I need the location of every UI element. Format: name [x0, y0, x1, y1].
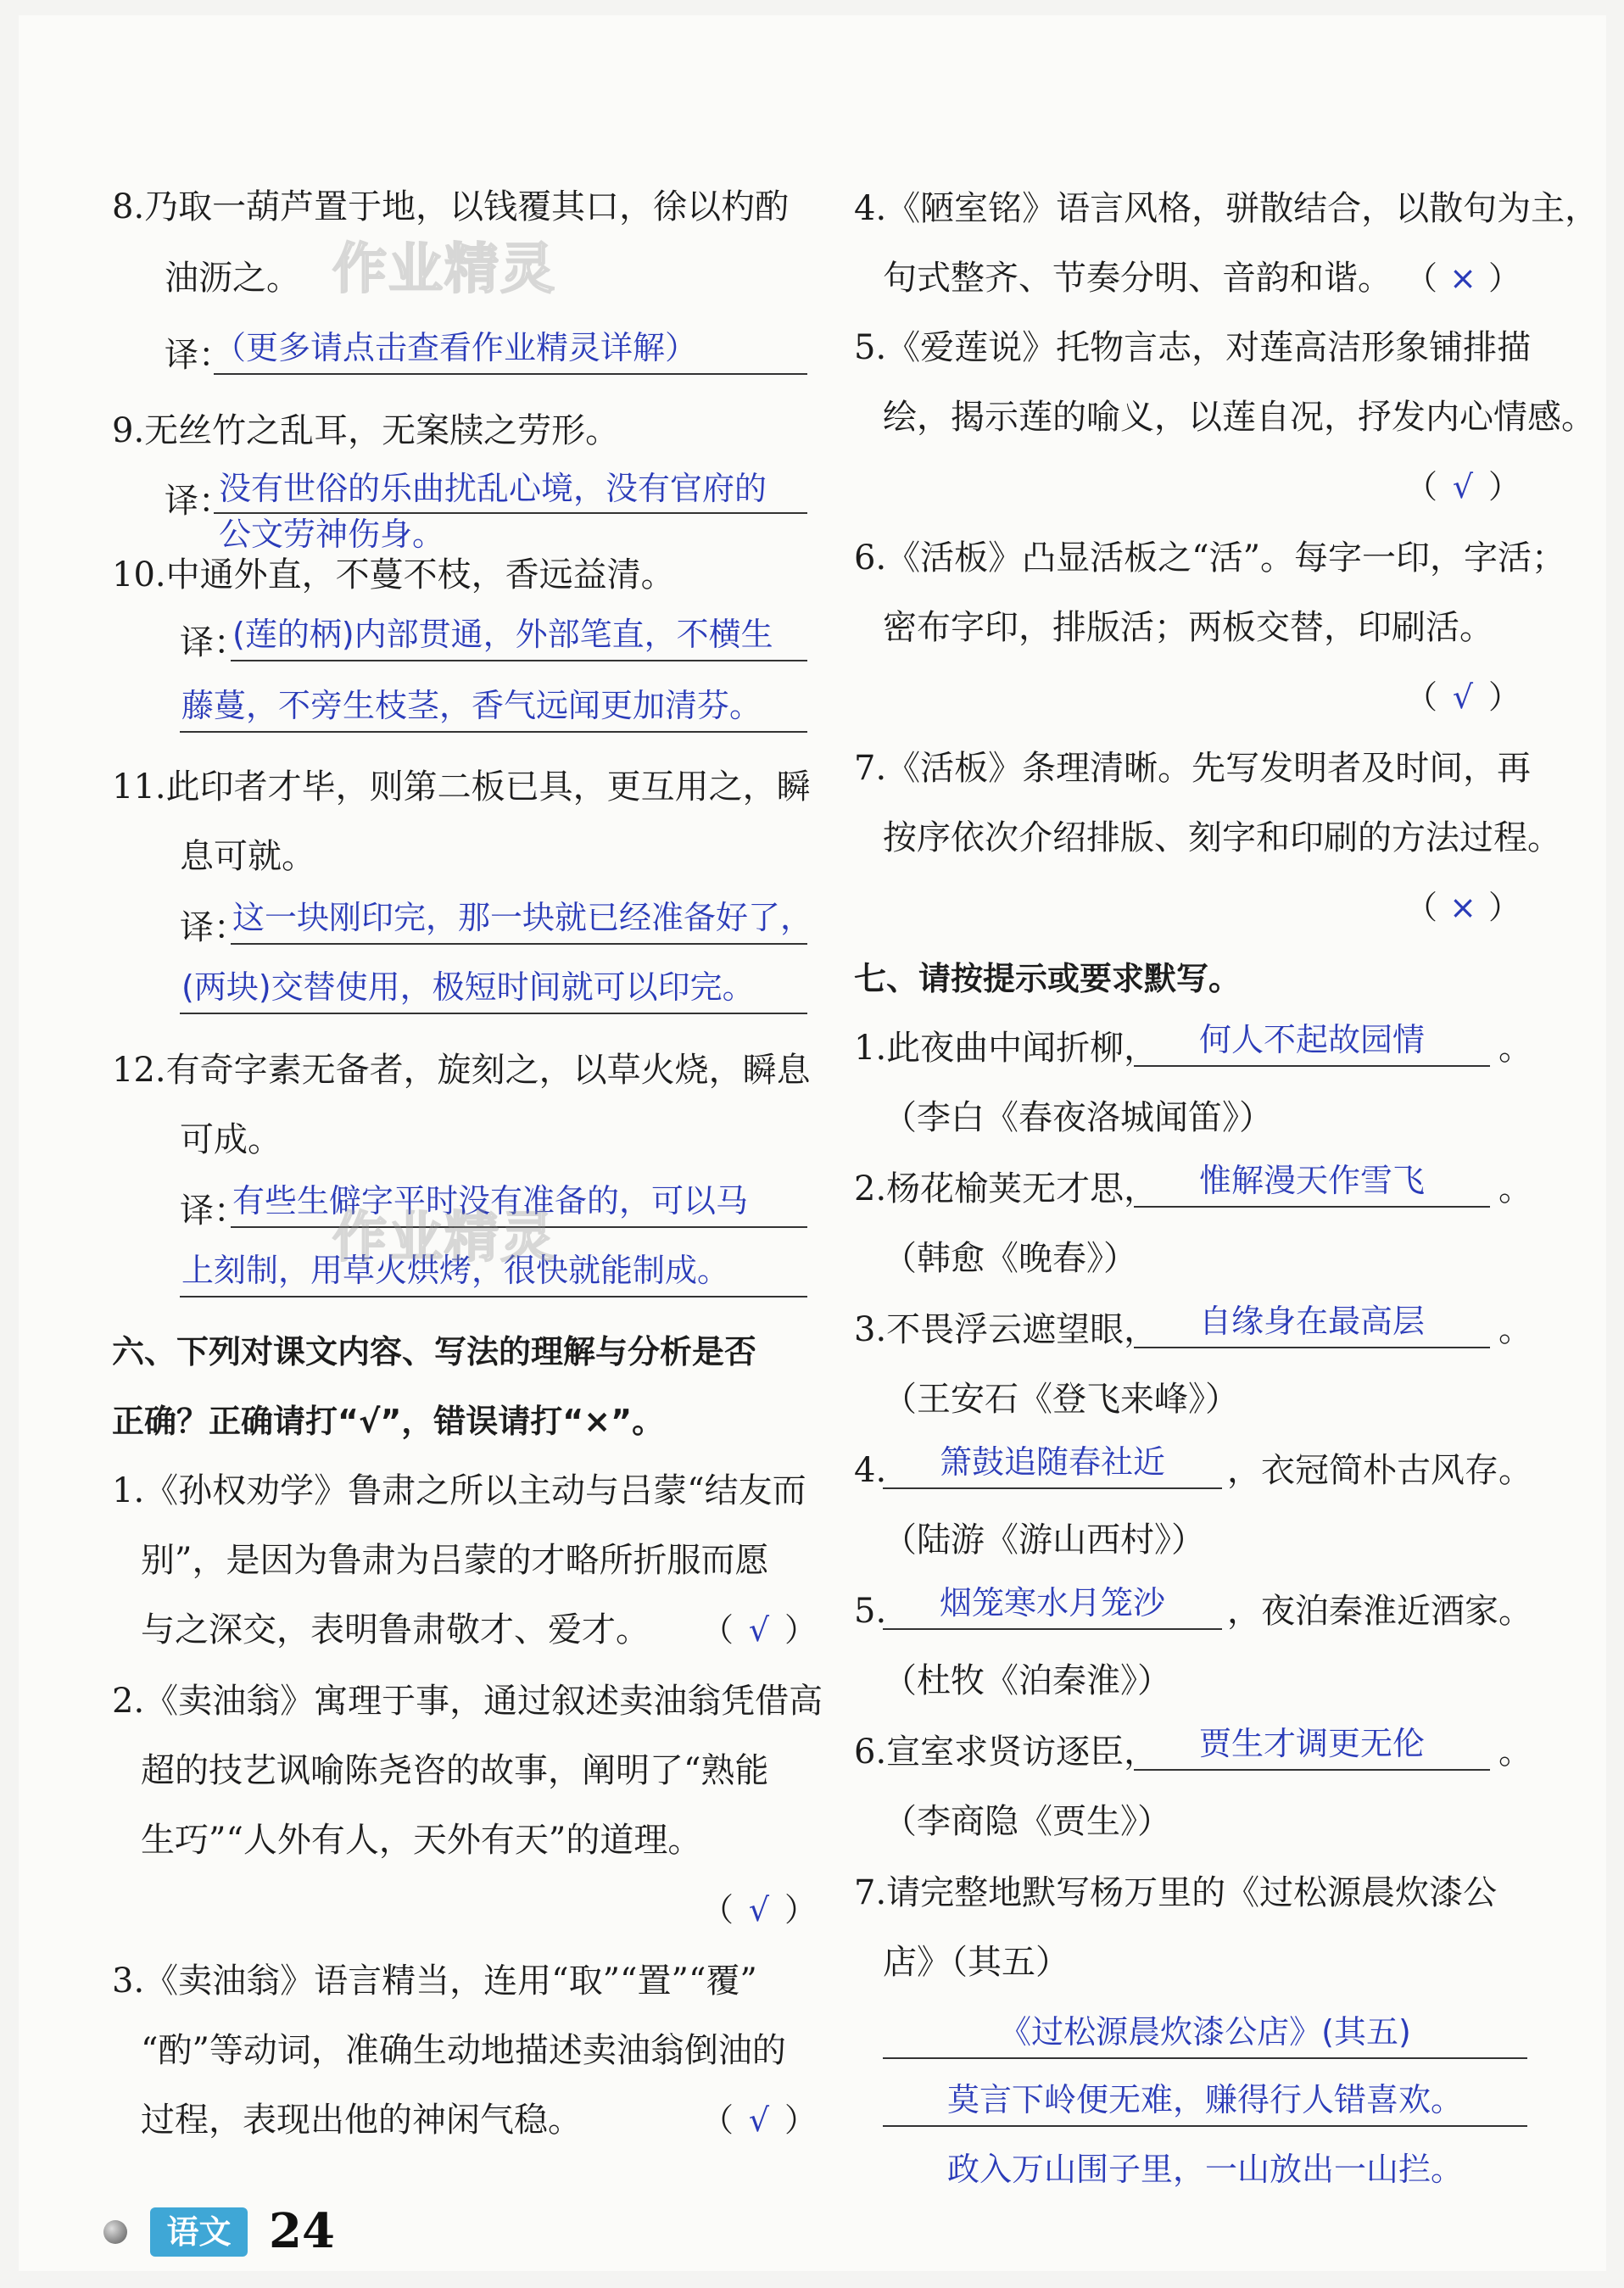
poem-line2: 政入万山围子里，一山放出一山拦。: [946, 2151, 1463, 2188]
q9-answer1: 没有世俗的乐曲扰乱心境，没有官府的: [219, 470, 767, 507]
j7-line2: 按序依次介绍排版、刻字和印刷的方法过程。: [883, 818, 1561, 857]
q10-line1: 10.中通外直，不蔓不枝，香远益清。: [112, 555, 675, 594]
poem-underline1: [883, 2057, 1527, 2059]
m6-answer: 贾生才调更无伦: [1198, 1725, 1425, 1762]
j6-mark: （ √ ）: [1405, 678, 1521, 716]
m1-prefix: 1.此夜曲中闻折柳，: [854, 1029, 1158, 1068]
m2-source: （韩愈《晚春》）: [883, 1239, 1137, 1278]
j4-mark: （ × ）: [1405, 259, 1521, 297]
m4-underline: [883, 1487, 1222, 1489]
q12-answer1: 有些生僻字平时没有准备的，可以马: [232, 1182, 749, 1219]
subject-badge: 语文: [150, 2207, 248, 2257]
q9-line1: 9.无丝竹之乱耳，无案牍之劳形。: [112, 411, 620, 450]
page-number: 24: [269, 2203, 335, 2259]
j6-line1: 6.《活板》凸显活板之“活”。每字一印，字活；: [854, 539, 1566, 578]
j6-line2: 密布字印，排版活；两板交替，印刷活。: [883, 608, 1493, 647]
m4-source: （陆游《游山西村》）: [883, 1521, 1205, 1560]
q10-answer2: 藤蔓，不旁生枝茎，香气远闻更加清芬。: [181, 687, 762, 724]
j1-line3: 与之深交，表明鲁肃敬才、爱才。: [141, 1610, 650, 1649]
q9-label: 译：: [165, 482, 232, 521]
m6-prefix: 6.宣室求贤访逐臣，: [854, 1733, 1158, 1772]
m3-prefix: 3.不畏浮云遮望眼，: [854, 1310, 1158, 1349]
q12-underline2: [180, 1296, 807, 1297]
m5-suffix: ，夜泊秦淮近酒家。: [1227, 1592, 1532, 1631]
q9-answer2: 公文劳神伤身。: [219, 516, 445, 553]
j7-mark: （ × ）: [1405, 889, 1521, 926]
j3-line3: 过程，表现出他的神闲气稳。: [141, 2101, 582, 2140]
j1-line2: 别”，是因为鲁肃为吕蒙的才略所折服而愿: [141, 1541, 769, 1580]
m3-suffix: 。: [1498, 1310, 1532, 1349]
q8-line2: 油沥之。: [165, 259, 300, 298]
poem-title: 《过松源晨炊漆公店》(其五): [999, 2013, 1411, 2051]
m1-source: （李白《春夜洛城闻笛》）: [883, 1098, 1273, 1137]
q8-line1: 8.乃取一葫芦置于地，以钱覆其口，徐以杓酌: [112, 187, 790, 226]
q11-underline2: [180, 1013, 807, 1014]
q11-line1: 11.此印者才毕，则第二板已具，更互用之，瞬: [112, 767, 811, 806]
q11-answer1: 这一块刚印完，那一块就已经准备好了，: [232, 899, 813, 936]
m5-prefix: 5.: [854, 1592, 887, 1631]
m3-source: （王安石《登飞来峰》）: [883, 1380, 1239, 1419]
section6-heading-line2: 正确？正确请打“√”，错误请打“×”。: [112, 1403, 665, 1440]
m1-underline: [1134, 1065, 1490, 1067]
poem-underline2: [883, 2125, 1527, 2127]
m2-suffix: 。: [1498, 1169, 1532, 1208]
section6-heading-line1: 六、下列对课文内容、写法的理解与分析是否: [112, 1333, 757, 1370]
m1-suffix: 。: [1498, 1029, 1532, 1068]
j1-line1: 1.《孙权劝学》鲁肃之所以主动与吕蒙“结友而: [112, 1471, 806, 1510]
q12-line1: 12.有奇字素无备者，旋刻之，以草火烧，瞬息: [112, 1051, 811, 1090]
q11-line2: 息可就。: [180, 837, 315, 876]
watermark: 作业精灵: [332, 238, 556, 301]
m2-prefix: 2.杨花榆荚无才思，: [854, 1169, 1158, 1208]
j7-line1: 7.《活板》条理清晰。先写发明者及时间，再: [854, 749, 1532, 788]
q8-answer: （更多请点击查看作业精灵详解）: [214, 329, 698, 366]
j5-mark: （ √ ）: [1405, 468, 1521, 505]
j3-line1: 3.《卖油翁》语言精当，连用“取”“置”“覆”: [112, 1962, 757, 2001]
j4-line2: 句式整齐、节奏分明、音韵和谐。: [883, 259, 1392, 298]
j2-mark: （ √ ）: [701, 1891, 818, 1928]
section7-heading: 七、请按提示或要求默写。: [854, 960, 1242, 997]
poem-line1: 莫言下岭便无难，赚得行人错喜欢。: [946, 2081, 1463, 2118]
watermark: 作业精灵: [332, 1207, 556, 1270]
m5-source: （杜牧《泊秦淮》）: [883, 1661, 1171, 1700]
m6-underline: [1134, 1769, 1490, 1771]
q12-answer2: 上刻制，用草火烘烤，很快就能制成。: [181, 1252, 730, 1289]
workbook-page: [19, 15, 1606, 2271]
m2-answer: 惟解漫天作雪飞: [1198, 1162, 1425, 1199]
j1-mark: （ √ ）: [701, 1611, 818, 1649]
m2-underline: [1134, 1206, 1490, 1208]
m3-underline: [1134, 1347, 1490, 1348]
j5-line1: 5.《爱莲说》托物言志，对莲高洁形象铺排描: [854, 328, 1532, 367]
q10-underline2: [180, 731, 807, 733]
q12-label: 译：: [180, 1191, 248, 1230]
m1-answer: 何人不起故园情: [1198, 1021, 1425, 1058]
m4-answer: 箫鼓追随春社近: [939, 1443, 1165, 1481]
q11-label: 译：: [180, 908, 248, 947]
m6-source: （李商隐《贾生》）: [883, 1802, 1171, 1841]
m3-answer: 自缘身在最高层: [1198, 1303, 1425, 1340]
q10-label: 译：: [180, 623, 248, 662]
j3-mark: （ √ ）: [701, 2101, 818, 2139]
m5-underline: [883, 1628, 1222, 1630]
q11-answer2: (两块)交替使用，极短时间就可以印完。: [181, 968, 755, 1006]
j2-line3: 生巧”“人外有人，天外有天”的道理。: [141, 1821, 702, 1860]
m7-line1: 7.请完整地默写杨万里的《过松源晨炊漆公: [854, 1873, 1498, 1912]
j2-line2: 超的技艺讽喻陈尧咨的故事，阐明了“熟能: [141, 1751, 769, 1790]
m4-prefix: 4.: [854, 1451, 887, 1490]
m4-suffix: ，衣冠简朴古风存。: [1227, 1451, 1532, 1490]
j3-line2: “酌”等动词，准确生动地描述卖油翁倒油的: [141, 2031, 786, 2070]
j5-line2: 绘，揭示莲的喻义，以莲自况，抒发内心情感。: [883, 398, 1595, 437]
q8-underline: [214, 373, 807, 375]
q10-underline1: [231, 660, 807, 661]
j4-line1: 4.《陋室铭》语言风格，骈散结合，以散句为主，: [854, 189, 1599, 228]
q8-label: 译：: [165, 336, 232, 375]
m6-suffix: 。: [1498, 1733, 1532, 1772]
m7-line2: 店》（其五）: [883, 1943, 1069, 1982]
page-bullet-icon: [103, 2220, 127, 2244]
j2-line1: 2.《卖油翁》寓理于事，通过叙述卖油翁凭借高: [112, 1682, 823, 1721]
q10-answer1: (莲的柄)内部贯通，外部笔直，不横生: [232, 616, 773, 653]
q12-line2: 可成。: [180, 1120, 282, 1159]
m5-answer: 烟笼寒水月笼沙: [939, 1584, 1165, 1621]
q11-underline1: [231, 943, 807, 945]
